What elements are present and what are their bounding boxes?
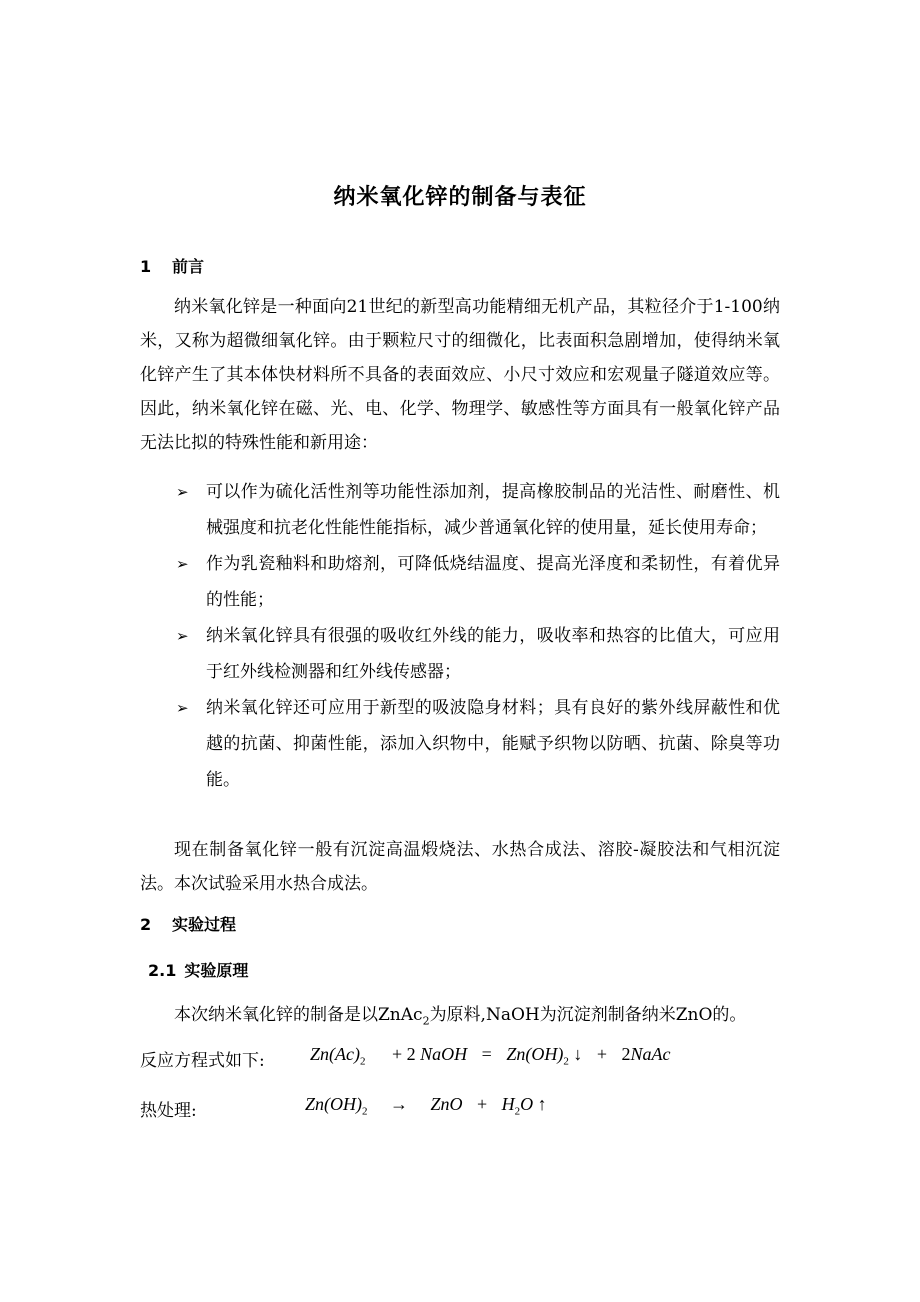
principle-sentence: 本次纳米氧化锌的制备是以ZnAc$_2$为原料,NaOH为沉淀剂制备纳米ZnO的。: [174, 1005, 747, 1028]
arrow-bullet-icon: ➢: [176, 627, 189, 645]
section-1-title: 前言: [172, 257, 205, 276]
uses-list: [140, 474, 780, 798]
reaction-arrow-icon: →: [390, 1094, 408, 1114]
section-2-1-number: 2.1: [148, 961, 177, 980]
section-2-title: 实验过程: [172, 915, 237, 934]
list-item: ➢ 作为乳瓷釉料和助熔剂，可降低烧结温度、提高光泽度和柔韧性，有着优异的性能；: [140, 546, 780, 618]
list-item: ➢ 纳米氧化锌具有很强的吸收红外线的能力，吸收率和热容的比值大，可应用于红外线检测器和红外线传感器；: [140, 618, 780, 690]
document-title: 纳米氧化锌的制备与表征: [333, 185, 587, 210]
precipitate-arrow-icon: ↓: [573, 1044, 583, 1064]
section-2-1-heading: [148, 958, 248, 981]
section-2-heading: [140, 912, 236, 935]
section-2-1-title: 实验原理: [184, 961, 249, 980]
list-item: ➢ 纳米氧化锌还可应用于新型的吸波隐身材料；具有良好的紫外线屏蔽性和优越的抗菌、抑菌性能，添加入织物中，能赋予织物以防晒、抗菌、除臭等功能。: [140, 690, 780, 798]
intro-paragraph: 纳米氧化锌是一种面向21世纪的新型高功能精细无机产品，其粒径介于1-100纳米，又称为超微细氧化锌。由于颗粒尺寸的细微化，比表面积急剧增加，使得纳米氧化锌产生了其本体快材料所不具备的表面效应、小尺寸效应和宏观量子隧道效应等。因此，纳米氧化锌在磁、光、电、化学、物理学、敏感性等方面具有一般氧化锌产品无法比拟的特殊性能和新用途：: [140, 297, 780, 453]
section-1-heading: [140, 254, 204, 277]
heat-treatment-equation: $Zn(OH)_2$ → ZnO + $H_2O$ ↑: [305, 1094, 547, 1118]
section-1-number: 1: [140, 257, 152, 276]
list-item: ➢ 可以作为硫化活性剂等功能性添加剂，提高橡胶制品的光洁性、耐磨性、机械强度和抗老化性能性能指标，减少普通氧化锌的使用量，延长使用寿命；: [140, 474, 780, 546]
reaction-label: 反应方程式如下:: [140, 1051, 265, 1071]
methods-paragraph: 现在制备氧化锌一般有沉淀高温煅烧法、水热合成法、溶胶-凝胶法和气相沉淀法。本次试验采用水热合成法。: [140, 840, 780, 894]
arrow-bullet-icon: ➢: [176, 699, 189, 717]
arrow-bullet-icon: ➢: [176, 555, 189, 573]
section-2-number: 2: [140, 915, 152, 934]
gas-arrow-icon: ↑: [537, 1094, 547, 1114]
reaction-equation: $Zn(Ac)_2 + 2$ NaOH = $Zn(OH)_2$ ↓ + 2NaAc: [310, 1044, 671, 1068]
arrow-bullet-icon: ➢: [176, 483, 189, 501]
heat-treatment-label: 热处理:: [140, 1101, 197, 1121]
